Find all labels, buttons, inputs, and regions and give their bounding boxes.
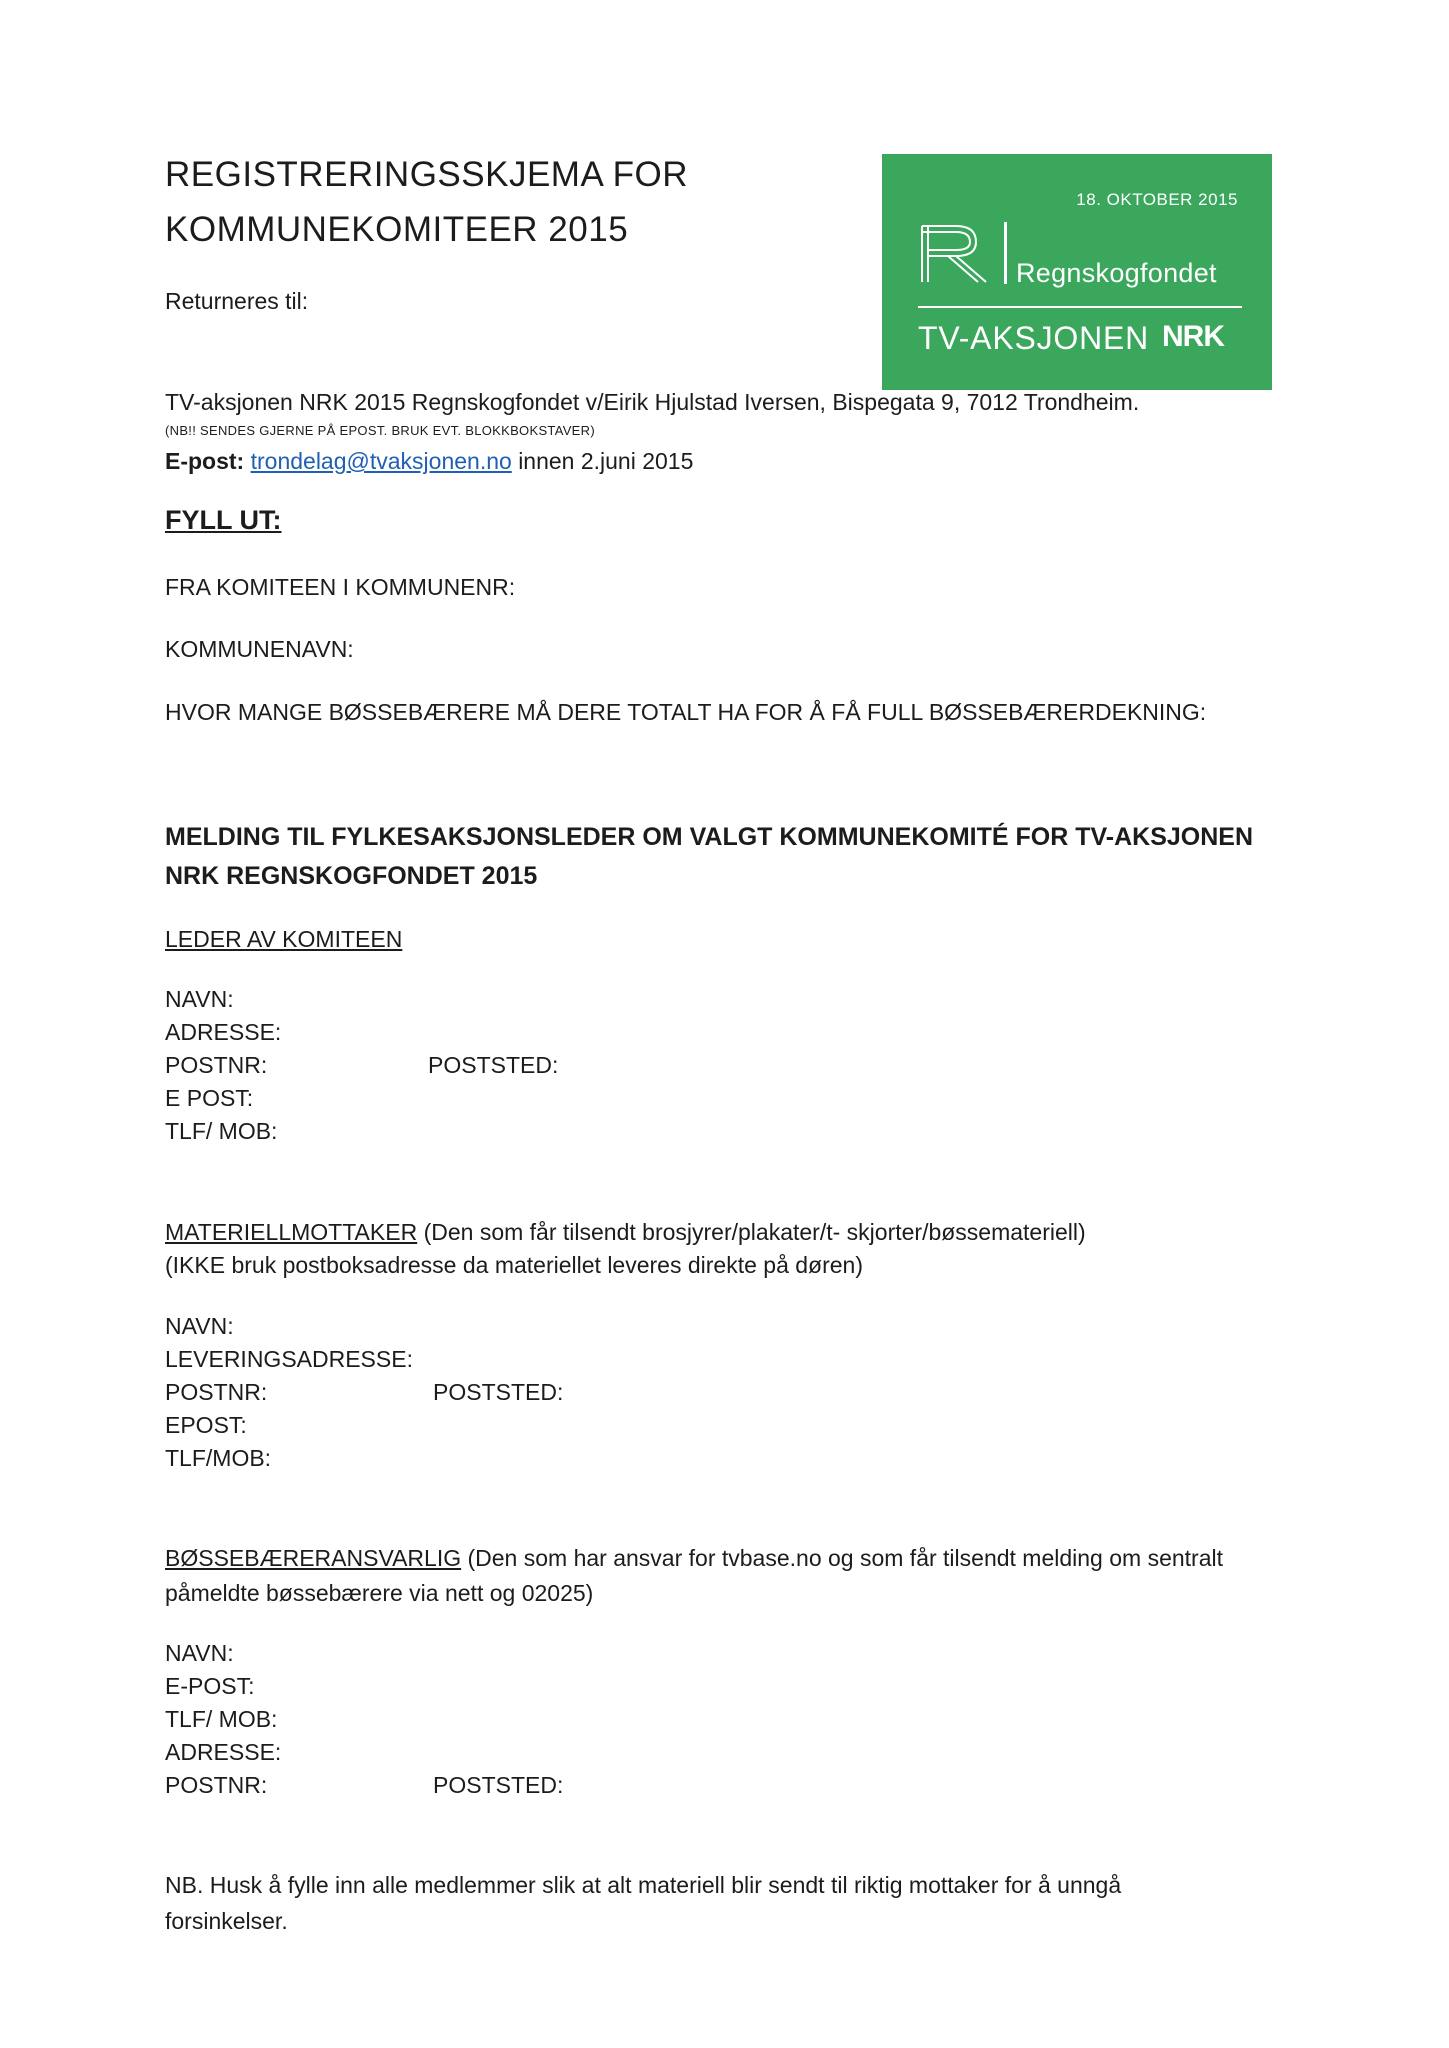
logo-date: 18. OKTOBER 2015 xyxy=(1076,190,1238,209)
material-poststed-field[interactable]: POSTSTED: xyxy=(433,1379,564,1405)
logo-org-name: Regnskogfondet xyxy=(1016,258,1217,288)
collector-navn-field[interactable]: NAVN: xyxy=(165,1640,234,1666)
return-label: Returneres til: xyxy=(165,288,309,314)
collector-postnr-field[interactable]: POSTNR: xyxy=(165,1772,268,1798)
email-link[interactable]: trondelag@tvaksjonen.no xyxy=(250,448,512,474)
leader-navn-field[interactable]: NAVN: xyxy=(165,986,234,1012)
nrk-logo: NRK xyxy=(1162,320,1224,353)
send-note: (NB!! SENDES GJERNE PÅ EPOST. BRUK EVT. BLOKKBOKSTAVER) xyxy=(165,423,595,438)
material-tlf-field[interactable]: TLF/MOB: xyxy=(165,1445,272,1471)
leader-adresse-field[interactable]: ADRESSE: xyxy=(165,1019,282,1045)
collector-note: påmeldte bøssebærere via nett og 02025) xyxy=(165,1580,594,1606)
leader-poststed-field[interactable]: POSTSTED: xyxy=(428,1052,559,1078)
footer-note-line2: forsinkelser. xyxy=(165,1908,288,1934)
material-navn-field[interactable]: NAVN: xyxy=(165,1313,234,1339)
material-leveringsadresse-field[interactable]: LEVERINGSADRESSE: xyxy=(165,1346,413,1372)
collector-heading: BØSSEBÆRERANSVARLIG xyxy=(165,1545,462,1571)
logo-divider xyxy=(1004,222,1007,284)
collector-adresse-field[interactable]: ADRESSE: xyxy=(165,1739,282,1765)
collector-tlf-field[interactable]: TLF/ MOB: xyxy=(165,1706,278,1732)
material-heading: MATERIELLMOTTAKER xyxy=(165,1219,418,1245)
leader-tlf-field[interactable]: TLF/ MOB: xyxy=(165,1118,278,1144)
message-heading-line2: NRK REGNSKOGFONDET 2015 xyxy=(165,862,538,890)
material-heading-line xyxy=(165,1219,1086,1246)
message-heading-line1: MELDING TIL FYLKESAKSJONSLEDER OM VALGT KOMMUNEKOMITÉ FOR TV-AKSJONEN xyxy=(165,823,1254,851)
material-note: (IKKE bruk postboksadresse da materiellet leveres direkte på døren) xyxy=(165,1252,863,1278)
email-label: E-post: xyxy=(165,448,245,474)
material-epost-field[interactable]: EPOST: xyxy=(165,1412,247,1438)
logo-rule xyxy=(918,306,1242,308)
email-line xyxy=(165,448,693,475)
form-title-line2: KOMMUNEKOMITEER 2015 xyxy=(165,210,629,249)
regnskogfondet-r-icon xyxy=(918,222,988,286)
fill-out-heading: FYLL UT: xyxy=(165,505,282,535)
leader-postnr-field[interactable]: POSTNR: xyxy=(165,1052,268,1078)
return-address: TV-aksjonen NRK 2015 Regnskogfondet v/Eirik Hjulstad Iversen, Bispegata 9, 7012 Trondheim. xyxy=(165,389,1140,415)
field-kommunenr[interactable]: FRA KOMITEEN I KOMMUNENR: xyxy=(165,574,516,600)
collector-epost-field[interactable]: E-POST: xyxy=(165,1673,255,1699)
tv-aksjonen-logo xyxy=(882,154,1272,390)
footer-note-line1: NB. Husk å fylle inn alle medlemmer slik at alt materiell blir sendt til riktig mottaker for å unngå xyxy=(165,1872,1122,1898)
collector-heading-line xyxy=(165,1545,1223,1572)
material-description: (Den som får tilsendt brosjyrer/plakater/t- skjorter/bøssemateriell) xyxy=(417,1219,1086,1245)
material-postnr-field[interactable]: POSTNR: xyxy=(165,1379,268,1405)
logo-campaign: TV-AKSJONEN xyxy=(918,320,1150,356)
form-title-line1: REGISTRERINGSSKJEMA FOR xyxy=(165,155,688,194)
leader-heading: LEDER AV KOMITEEN xyxy=(165,926,403,952)
collector-poststed-field[interactable]: POSTSTED: xyxy=(433,1772,564,1798)
collector-description: (Den som har ansvar for tvbase.no og som får tilsendt melding om sentralt xyxy=(461,1545,1224,1571)
field-bossebaerere-count[interactable]: HVOR MANGE BØSSEBÆRERE MÅ DERE TOTALT HA FOR Å FÅ FULL BØSSEBÆRERDEKNING: xyxy=(165,699,1207,725)
field-kommunenavn[interactable]: KOMMUNENAVN: xyxy=(165,636,354,662)
leader-epost-field[interactable]: E POST: xyxy=(165,1085,254,1111)
deadline: innen 2.juni 2015 xyxy=(518,448,694,474)
